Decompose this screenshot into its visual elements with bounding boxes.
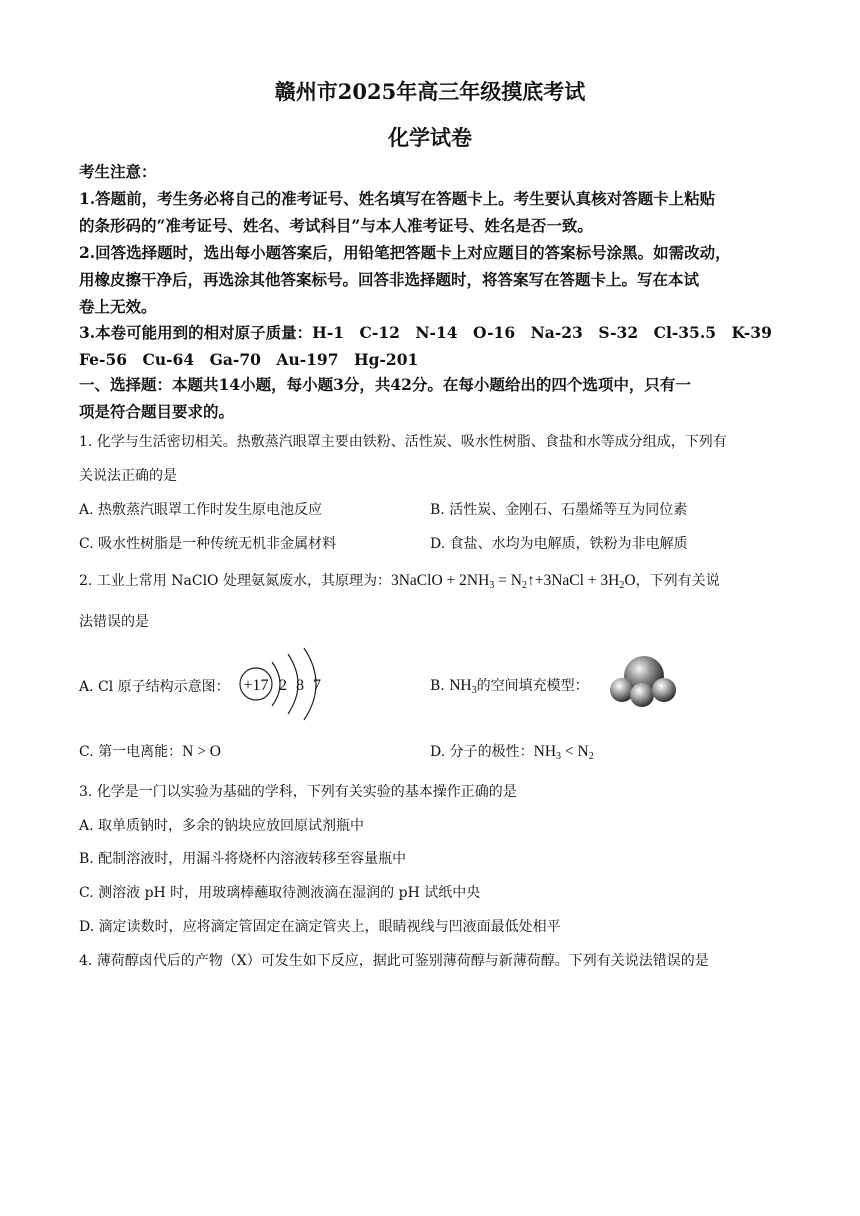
eq-part-3: ↑+3NaCl + 3H xyxy=(526,572,620,589)
notice-item-2-line-3: 卷上无效。 xyxy=(79,297,157,316)
polarity-part-1: NH xyxy=(533,743,557,760)
polarity-sub-1: 3 xyxy=(556,751,562,762)
option-d-text: D. 分子的极性： xyxy=(430,744,534,760)
question-1-option-d: D. 食盐、水均为电解质，铁粉为非电解质 xyxy=(430,536,688,552)
question-2-option-a: A. Cl 原子结构示意图： xyxy=(79,679,230,695)
question-2-stem-suffix: ，下列有关说 xyxy=(635,573,720,589)
notice-heading: 考生注意： xyxy=(79,162,157,181)
notice-item-1-line-2: 的条形码的“准考证号、姓名、考试科目”与本人准考证号、姓名是否一致。 xyxy=(79,216,593,235)
notice-item-2-line-1: 2.回答选择题时，选出每小题答案后，用铅笔把答题卡上对应题目的答案标号涂黑。如需改动， xyxy=(79,243,731,262)
eq-sub-2: 2 xyxy=(521,580,527,591)
question-3-option-a: A. 取单质钠时，多余的钠块应放回原试剂瓶中 xyxy=(79,818,365,834)
question-3-option-d: D. 滴定读数时，应将滴定管固定在滴定管夹上，眼睛视线与凹液面最低处相平 xyxy=(79,919,561,935)
eq-part-1: 3NaClO + 2NH xyxy=(390,572,490,589)
polarity-sub-2: 2 xyxy=(588,751,594,762)
question-2-option-b xyxy=(430,675,589,696)
section-1-heading-line-2: 项是符合题目要求的。 xyxy=(79,402,235,421)
nh3-formula xyxy=(449,677,476,694)
question-1-stem-line-2: 关说法正确的是 xyxy=(79,468,177,484)
eq-sub-3: 2 xyxy=(619,580,625,591)
exam-subtitle: 化学试卷 xyxy=(388,125,472,150)
hydrogen-atom-sphere-3 xyxy=(652,678,676,702)
question-1-stem-line-1: 1. 化学与生活密切相关。热敷蒸汽眼罩主要由铁粉、活性炭、吸水性树脂、食盐和水等成分组成，下列有 xyxy=(79,434,727,450)
cl-atom-structure-diagram xyxy=(236,646,326,722)
eq-part-4: O xyxy=(624,572,636,589)
option-b-text: 的空间填充模型： xyxy=(476,678,589,694)
question-3-option-b: B. 配制溶液时，用漏斗将烧杯内溶液转移至容量瓶中 xyxy=(79,851,407,867)
question-1-option-b: B. 活性炭、金刚石、石墨烯等互为同位素 xyxy=(430,502,688,518)
eq-part-2: = N xyxy=(494,572,522,589)
hydrogen-atom-sphere-2 xyxy=(630,683,654,707)
ionization-comparison: N > O xyxy=(182,743,222,760)
question-2-stem-line-2: 法错误的是 xyxy=(79,614,149,630)
question-2-option-c xyxy=(79,741,221,761)
reaction-equation xyxy=(391,572,636,589)
electron-shell-1: 2 xyxy=(279,677,287,694)
question-3-stem: 3. 化学是一门以实验为基础的学科，下列有关实验的基本操作正确的是 xyxy=(79,784,517,800)
question-2-option-d xyxy=(430,741,594,762)
option-c-text: C. 第一电离能： xyxy=(79,744,183,760)
section-1-heading-line-1: 一、选择题：本题共14小题，每小题3分，共42分。在每小题给出的四个选项中，只有一 xyxy=(79,375,691,394)
exam-title: 赣州市2025年高三年级摸底考试 xyxy=(274,79,586,104)
eq-sub-1: 3 xyxy=(489,580,495,591)
hydrogen-atom-sphere-1 xyxy=(610,678,634,702)
notice-item-1-line-1: 1.答题前，考生务必将自己的准考证号、姓名填写在答题卡上。考生要认真核对答题卡上粘贴 xyxy=(79,189,716,208)
polarity-part-2: < N xyxy=(561,743,589,760)
nh3-space-filling-model xyxy=(608,654,678,708)
nh3-text: NH xyxy=(449,677,472,694)
question-1-option-c: C. 吸水性树脂是一种传统无机非金属材料 xyxy=(79,536,337,552)
question-2-stem-prefix: 2. 工业上常用 NaClO 处理氨氮废水，其原理为： xyxy=(79,573,391,589)
notice-item-3-line-2: Fe-56 Cu-64 Ga-70 Au-197 Hg-201 xyxy=(79,350,419,369)
nucleus-charge: +17 xyxy=(243,677,269,694)
question-4-stem: 4. 薄荷醇卤代后的产物（X）可发生如下反应，据此可鉴别薄荷醇与新薄荷醇。下列有关说法错误的是 xyxy=(79,953,709,969)
question-3-option-c: C. 测溶液 pH 时，用玻璃棒蘸取待测液滴在湿润的 pH 试纸中央 xyxy=(79,885,481,901)
notice-item-3-line-1: 3.本卷可能用到的相对原子质量：H-1 C-12 N-14 O-16 Na-23 S-32 Cl-35.5 K-39 xyxy=(79,323,772,342)
notice-item-2-line-2: 用橡皮擦干净后，再选涂其他答案标号。回答非选择题时，将答案写在答题卡上。写在本试 xyxy=(79,270,700,289)
nh3-sub: 3 xyxy=(471,685,477,696)
polarity-comparison xyxy=(534,743,594,760)
electron-shell-2: 8 xyxy=(296,677,304,694)
option-b-label: B. xyxy=(430,678,450,694)
question-1-option-a: A. 热敷蒸汽眼罩工作时发生原电池反应 xyxy=(79,502,323,518)
electron-shell-3: 7 xyxy=(313,677,321,694)
question-2-stem-line-1 xyxy=(79,570,720,591)
